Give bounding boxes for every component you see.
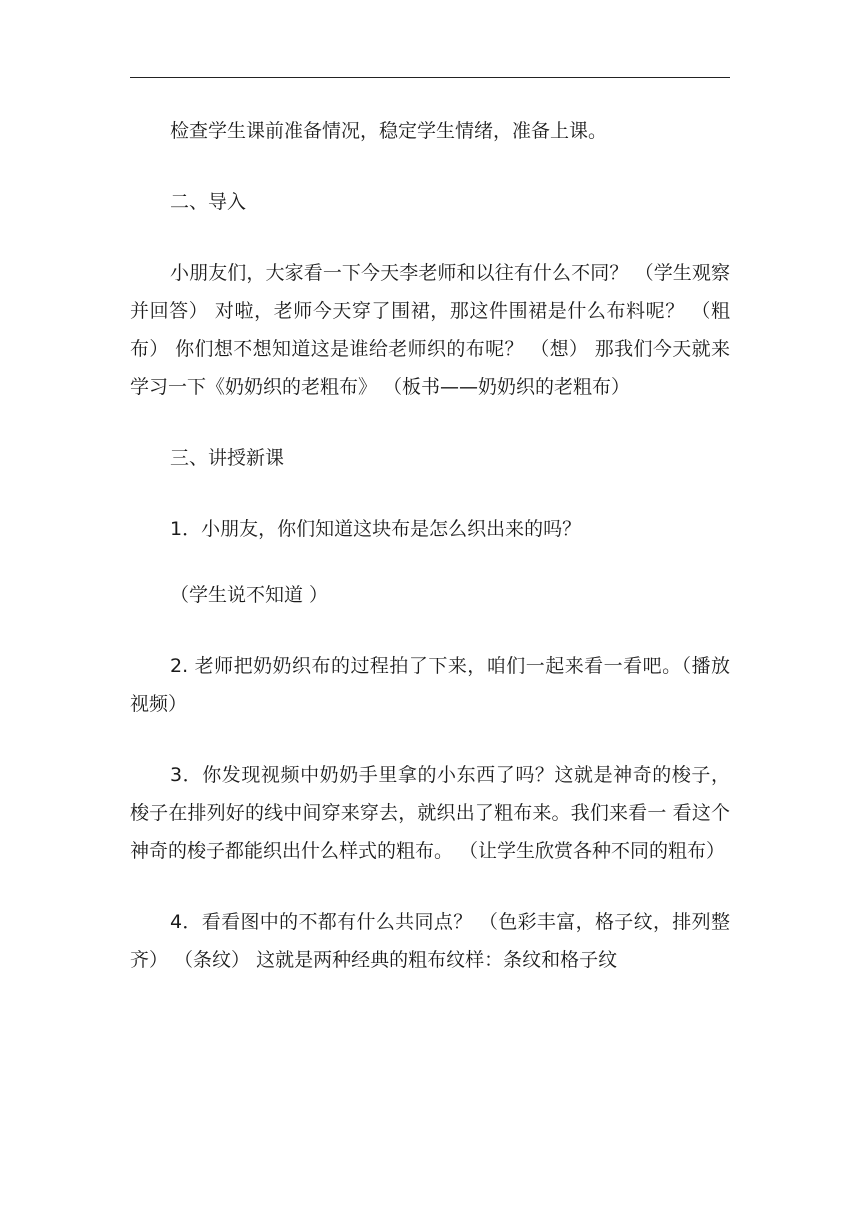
paragraph-student-answer: （学生说不知道 ） bbox=[170, 584, 329, 606]
paragraph-step-4: 4．看看图中的不都有什么共同点？ （色彩丰富，格子纹，排列整齐） （条纹） 这就是两种经典的粗布纹样：条纹和格子纹 bbox=[130, 911, 730, 971]
paragraph-introduction: 小朋友们，大家看一下今天李老师和以往有什么不同？ （学生观察并回答） 对啦，老师今天穿了围裙，那这件围裙是什么布料呢？ （粗布） 你们想不想知道这是谁给老师织的布呢？ （想） 那我们今天就来学习一下《奶奶织的老粗布》 （板书——奶奶织的老粗布） bbox=[130, 262, 730, 398]
section-heading-new-lesson: 三、讲授新课 bbox=[170, 447, 285, 469]
paragraph-check-preparation: 检查学生课前准备情况，稳定学生情绪，准备上课。 bbox=[170, 120, 608, 142]
document-body bbox=[130, 112, 730, 979]
header-rule bbox=[130, 77, 730, 78]
section-heading-introduction: 二、导入 bbox=[170, 191, 247, 213]
paragraph-step-1: 1．小朋友，你们知道这块布是怎么织出来的吗？ bbox=[170, 518, 582, 540]
paragraph-step-3: 3．你发现视频中奶奶手里拿的小东西了吗？这就是神奇的梭子， 梭子在排列好的线中间穿来穿去，就织出了粗布来。我们来看一 看这个神奇的梭子都能织出什么样式的粗布。 （让学生欣赏各种不同的粗布） bbox=[130, 764, 730, 862]
paragraph-step-2: 2. 老师把奶奶织布的过程拍了下来，咱们一起来看一看吧。（播放视频） bbox=[130, 655, 730, 715]
